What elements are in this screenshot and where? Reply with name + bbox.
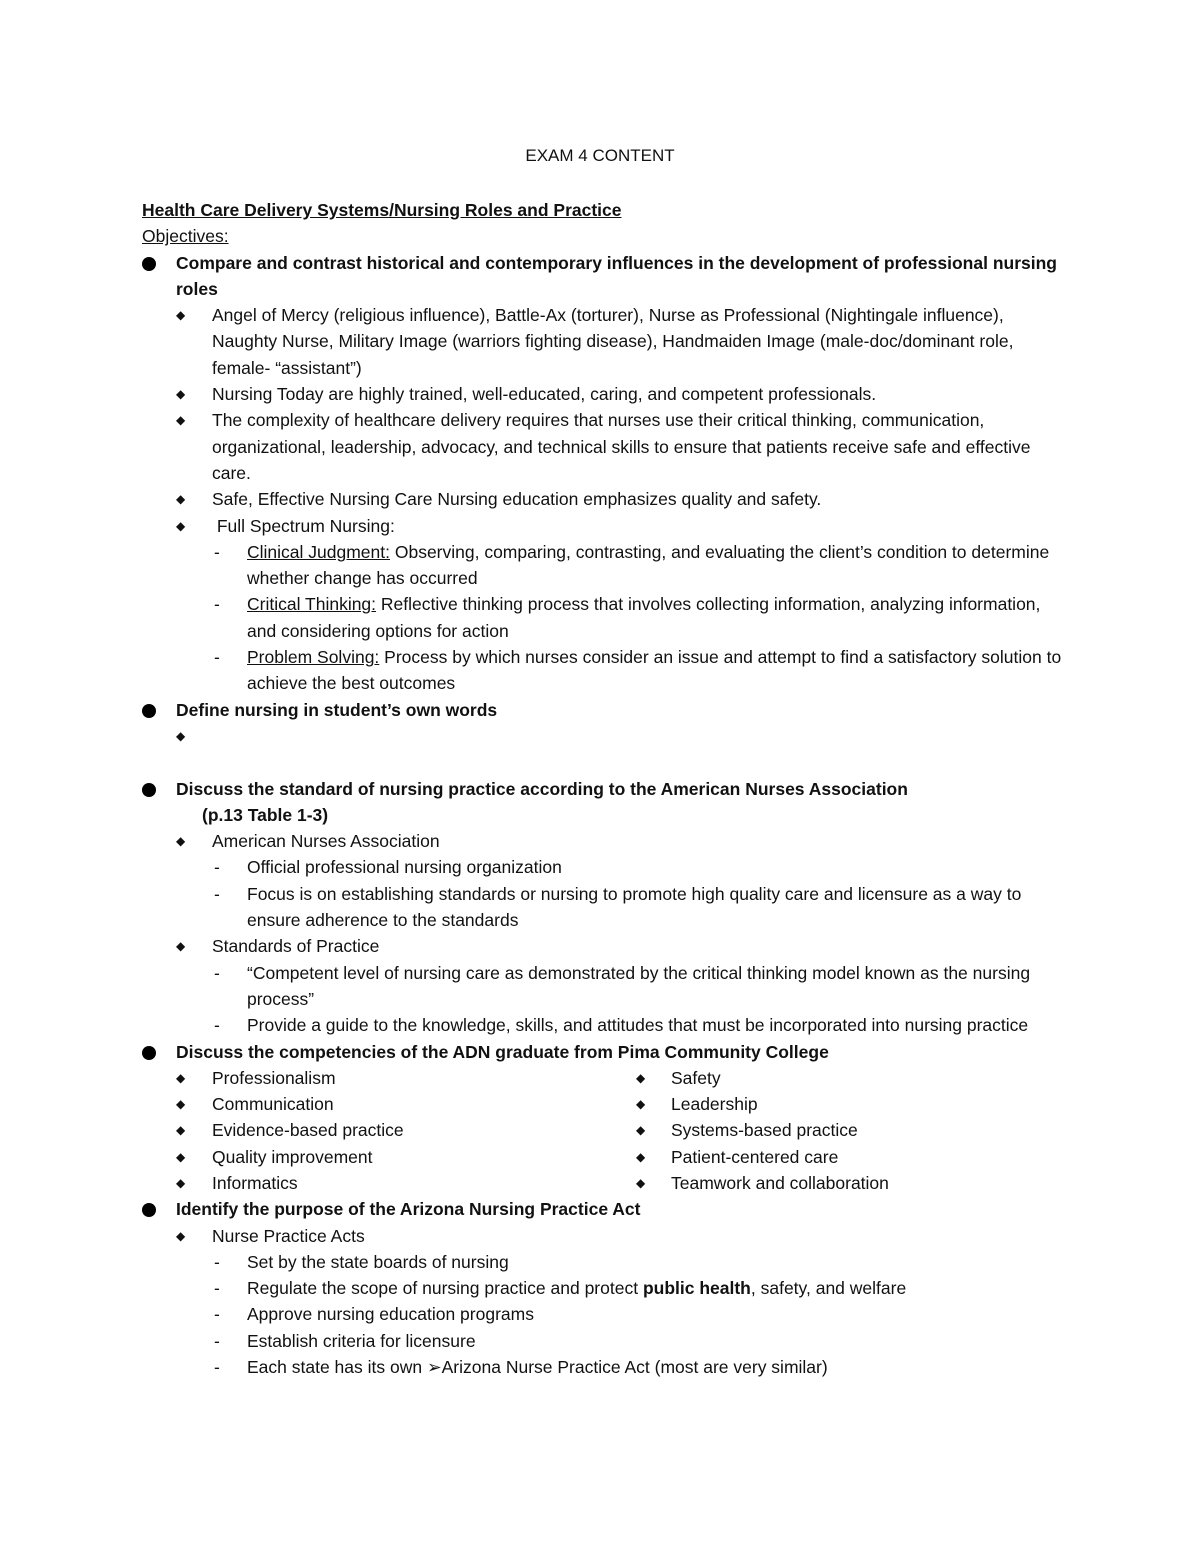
dash-icon: - <box>214 1304 220 1325</box>
list-item: ◆ Teamwork and collaboration <box>636 1170 1036 1196</box>
bullet-icon: ◆ <box>176 1097 186 1112</box>
dash-icon: - <box>214 1278 220 1299</box>
competency-column-right <box>636 1065 1036 1196</box>
spacer <box>142 749 1062 775</box>
bullet-icon: ◆ <box>176 413 186 428</box>
dash-icon: - <box>214 883 220 904</box>
bullet-icon: ◆ <box>176 1175 186 1190</box>
bullet-icon: ◆ <box>636 1097 646 1112</box>
competency-column-left <box>142 1065 636 1196</box>
circle-bullet-icon <box>142 257 156 271</box>
bullet-icon: ◆ <box>176 1070 186 1085</box>
bullet-icon: ◆ <box>636 1123 646 1138</box>
list-item: ◆ Safe, Effective Nursing Care Nursing education emphasizes quality and safety. <box>142 486 1062 512</box>
bullet-icon: ◆ <box>636 1149 646 1164</box>
list-item: ◆ Quality improvement <box>142 1144 636 1170</box>
bullet-icon: ◆ <box>636 1175 646 1190</box>
objectives-label: Objectives: <box>142 226 229 247</box>
bullet-icon: ◆ <box>176 308 186 323</box>
bullet-icon: ◆ <box>636 1070 646 1085</box>
document-title: EXAM 4 CONTENT <box>525 146 675 165</box>
sub-list-item: - Provide a guide to the knowledge, skills, and attitudes that must be incorporated into nursing practice <box>142 1012 1062 1038</box>
list-item: ◆ Nursing Today are highly trained, well-educated, caring, and competent professionals. <box>142 381 1062 407</box>
circle-bullet-icon <box>142 704 156 718</box>
dash-icon: - <box>214 541 220 562</box>
bullet-icon: ◆ <box>176 492 186 507</box>
list-item: ◆ Communication <box>142 1091 636 1117</box>
sub-list-item: - “Competent level of nursing care as demonstrated by the critical thinking model known as the nursing process” <box>142 960 1062 1013</box>
competency-columns <box>142 1065 1062 1196</box>
list-item: ◆ Professionalism <box>142 1065 636 1091</box>
sub-list-item: - Problem Solving: Process by which nurses consider an issue and attempt to find a satisfactory solution to achieve the best outcomes <box>142 644 1062 697</box>
bullet-icon: ◆ <box>176 728 186 743</box>
list-item: ◆ Full Spectrum Nursing: <box>142 513 1062 539</box>
sub-list-item: - Regulate the scope of nursing practice and protect public health, safety, and welfare <box>142 1275 1062 1301</box>
bullet-icon: ◆ <box>176 834 186 849</box>
list-item: ◆ Standards of Practice <box>142 933 1062 959</box>
dash-icon: - <box>214 857 220 878</box>
circle-bullet-icon <box>142 1046 156 1060</box>
objective-item: Define nursing in student’s own words <box>142 697 1062 723</box>
dash-icon: - <box>214 647 220 668</box>
list-item: ◆ Safety <box>636 1065 1036 1091</box>
bullet-icon: ◆ <box>176 1123 186 1138</box>
section-heading: Health Care Delivery Systems/Nursing Roles and Practice <box>142 200 622 220</box>
content-section <box>142 197 1062 1380</box>
list-item: ◆ The complexity of healthcare delivery requires that nurses use their critical thinking, communication, organizational, leadership, advocacy, and technical skills to ensure that patients receive safe and effective care. <box>142 407 1062 486</box>
dash-icon: - <box>214 1015 220 1036</box>
bullet-icon: ◆ <box>176 1149 186 1164</box>
dash-icon: - <box>214 1330 220 1351</box>
sub-list-item: - Focus is on establishing standards or nursing to promote high quality care and licensure as a way to ensure adherence to the standards <box>142 881 1062 934</box>
sub-list-item: - Set by the state boards of nursing <box>142 1249 1062 1275</box>
sub-list-item: - Official professional nursing organization <box>142 854 1062 880</box>
objective-item: Discuss the standard of nursing practice according to the American Nurses Association <box>142 776 1062 802</box>
list-item: ◆ American Nurses Association <box>142 828 1062 854</box>
circle-bullet-icon <box>142 783 156 797</box>
bullet-icon: ◆ <box>176 387 186 402</box>
list-item: ◆ Evidence-based practice <box>142 1117 636 1143</box>
bullet-icon: ◆ <box>176 939 186 954</box>
list-item: ◆ Patient-centered care <box>636 1144 1036 1170</box>
dash-icon: - <box>214 594 220 615</box>
sub-list-item: - Approve nursing education programs <box>142 1301 1062 1327</box>
list-item: ◆ Leadership <box>636 1091 1036 1117</box>
bullet-icon: ◆ <box>176 1228 186 1243</box>
objective-item: Compare and contrast historical and contemporary influences in the development of professional nursing roles <box>142 250 1062 303</box>
circle-bullet-icon <box>142 1203 156 1217</box>
dash-icon: - <box>214 1251 220 1272</box>
dash-icon: - <box>214 962 220 983</box>
list-item: ◆ Nurse Practice Acts <box>142 1223 1062 1249</box>
sub-list-item: - Each state has its own ➢Arizona Nurse Practice Act (most are very similar) <box>142 1354 1062 1380</box>
sub-list-item: - Clinical Judgment: Observing, comparing, contrasting, and evaluating the client’s condition to determine whether change has occurred <box>142 539 1062 592</box>
sub-list-item: - Critical Thinking: Reflective thinking process that involves collecting information, analyzing information, and considering options for action <box>142 591 1062 644</box>
objective-item: Discuss the competencies of the ADN graduate from Pima Community College <box>142 1039 1062 1065</box>
dash-icon: - <box>214 1357 220 1378</box>
objective-item-continuation: (p.13 Table 1-3) <box>202 804 329 825</box>
bullet-icon: ◆ <box>176 518 186 533</box>
list-item: ◆ Systems-based practice <box>636 1117 1036 1143</box>
list-item: ◆ Angel of Mercy (religious influence), Battle-Ax (torturer), Nurse as Professional (Nightingale influence), Naughty Nurse, Military Image (warriors fighting disease), Handmaiden Image (male-doc/dominant role, female- “assistant”) <box>142 302 1062 381</box>
list-item: ◆ Informatics <box>142 1170 636 1196</box>
objective-item: Identify the purpose of the Arizona Nursing Practice Act <box>142 1196 1062 1222</box>
list-item <box>142 723 1062 749</box>
sub-list-item: - Establish criteria for licensure <box>142 1328 1062 1354</box>
